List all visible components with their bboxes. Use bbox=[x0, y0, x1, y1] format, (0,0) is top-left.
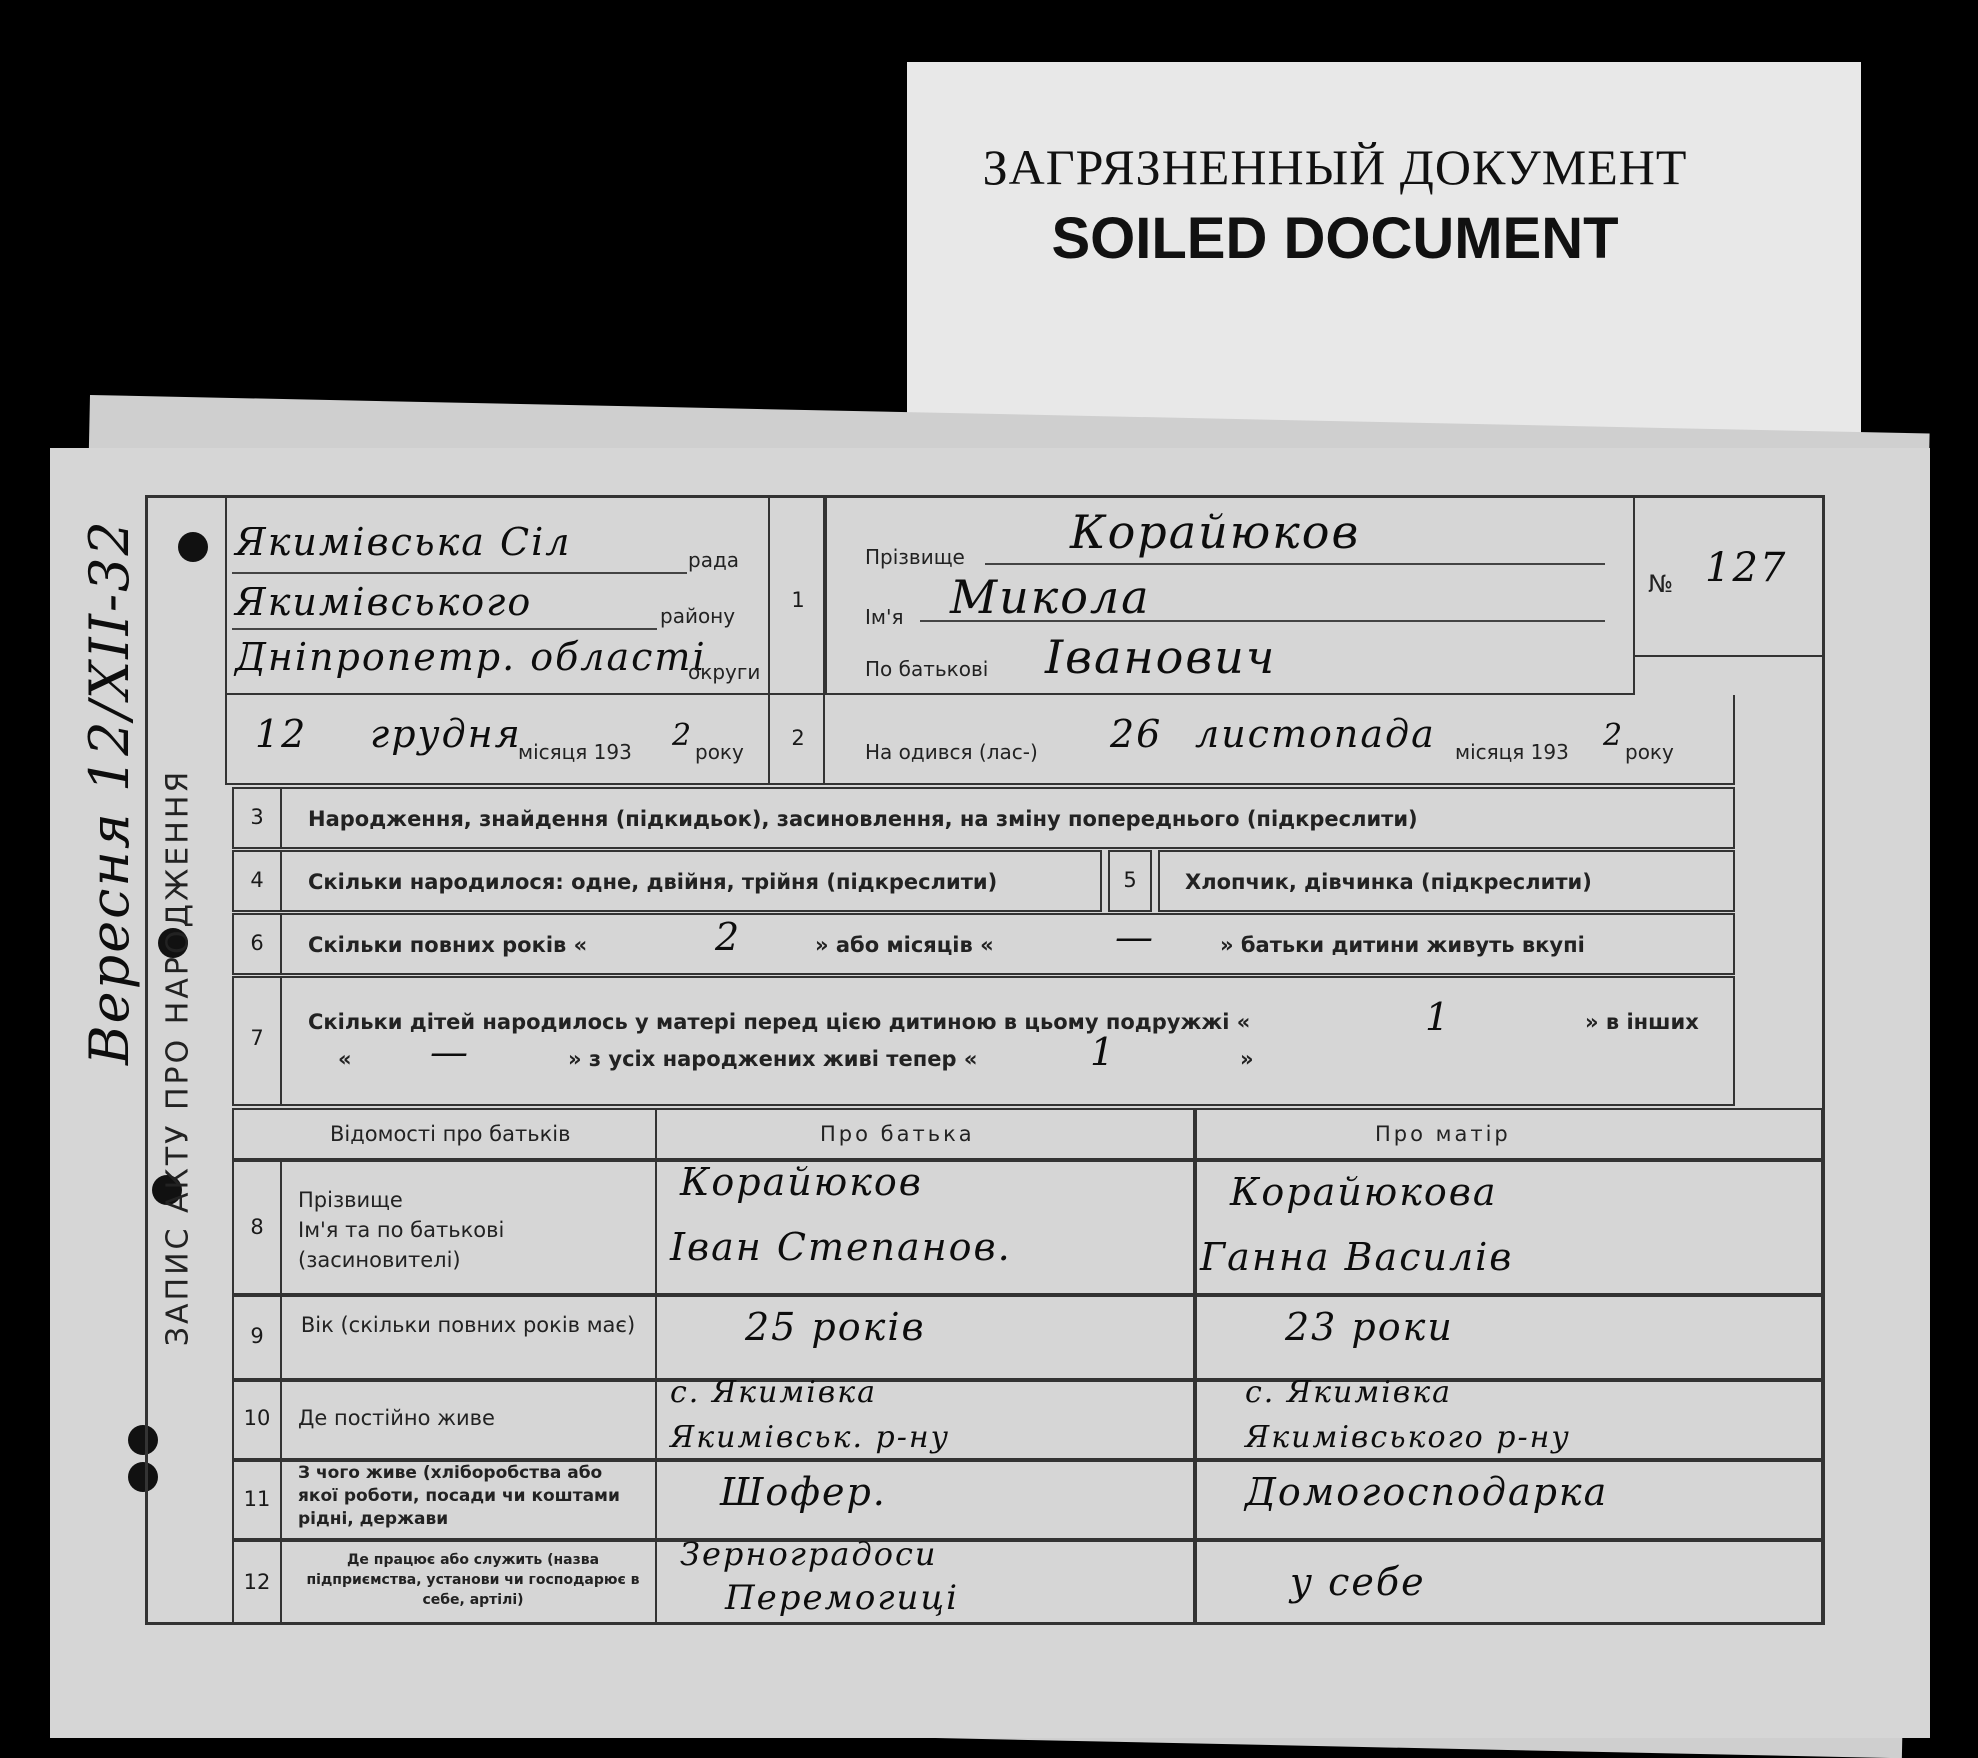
row-8-label: Прізвище Ім'я та по батькові (засиновителі) bbox=[298, 1188, 505, 1272]
children-alive: 1 bbox=[1090, 1030, 1117, 1074]
mother-age: 23 роки bbox=[1285, 1305, 1454, 1349]
surname-label: Прізвище bbox=[865, 545, 965, 569]
header-father: Про батька bbox=[820, 1122, 975, 1146]
child-patronymic: Іванович bbox=[1045, 630, 1277, 684]
row-6-label-a: Скільки повних років « bbox=[308, 933, 588, 957]
header-mother: Про матір bbox=[1375, 1122, 1511, 1146]
reg-month-label: місяця 193 bbox=[518, 740, 632, 764]
row-10-label: Де постійно живе bbox=[298, 1406, 495, 1430]
okruha-label: округи bbox=[688, 660, 761, 684]
name-label: Ім'я bbox=[865, 605, 904, 629]
patronymic-label: По батькові bbox=[865, 657, 989, 681]
row-7-line-1-end: » в інших bbox=[1585, 1010, 1699, 1034]
row-number: 2 bbox=[791, 726, 805, 750]
father-name: Іван Степанов. bbox=[670, 1225, 1012, 1269]
row-number: 7 bbox=[250, 1026, 264, 1050]
birth-year-label: року bbox=[1625, 740, 1674, 764]
row-number: 4 bbox=[250, 868, 264, 892]
mother-residence-1: с. Якимівка bbox=[1245, 1375, 1453, 1410]
raion-label: району bbox=[660, 604, 736, 628]
stamp-text-en: SOILED DOCUMENT bbox=[1051, 206, 1619, 271]
row-number: 5 bbox=[1123, 868, 1137, 892]
row-9-label: Вік (скільки повних років має) bbox=[300, 1313, 636, 1337]
reg-day: 12 bbox=[255, 712, 308, 756]
mother-occupation: Домогосподарка bbox=[1245, 1470, 1609, 1514]
row-6-label-b: » або місяців « bbox=[815, 933, 994, 957]
row-7-line-1: Скільки дітей народилось у матері перед цією дитиною в цьому подружжі « bbox=[308, 1010, 1251, 1034]
record-number-label: № bbox=[1648, 570, 1673, 598]
father-age: 25 років bbox=[745, 1305, 926, 1349]
side-title: ЗАПИС АКТУ ПРО НАРОДЖЕННЯ bbox=[160, 768, 196, 1347]
father-occupation: Шофер. bbox=[720, 1470, 887, 1514]
child-name: Микола bbox=[950, 570, 1151, 624]
row-7-line-2-b: » з усіх народжених живі тепер « bbox=[568, 1047, 978, 1071]
row-number: 9 bbox=[250, 1324, 264, 1348]
father-surname: Корайюков bbox=[680, 1160, 923, 1204]
row-7-line-2-c: » bbox=[1240, 1047, 1254, 1071]
reg-month: грудня bbox=[370, 712, 522, 756]
underline bbox=[232, 572, 687, 574]
underline bbox=[232, 628, 657, 630]
row-5-text: Хлопчик, дівчинка (підкреслити) bbox=[1185, 870, 1592, 894]
birth-label: На одився (лас-) bbox=[865, 740, 1038, 764]
father-residence-1: с. Якимівка bbox=[670, 1375, 878, 1410]
row-number: 11 bbox=[243, 1487, 271, 1511]
stamp-text-ru: ЗАГРЯЗНЕННЫЙ ДОКУМЕНТ bbox=[982, 139, 1688, 195]
reg-year-label: року bbox=[695, 740, 744, 764]
row-6-label-c: » батьки дитини живуть вкупі bbox=[1220, 933, 1585, 957]
row-number: 6 bbox=[250, 931, 264, 955]
birth-month-label: місяця 193 bbox=[1455, 740, 1569, 764]
children-other: — bbox=[430, 1030, 470, 1074]
rada-label: рада bbox=[688, 548, 740, 572]
row-7-line-2-a: « bbox=[338, 1047, 352, 1071]
child-surname: Корайюков bbox=[1070, 505, 1361, 559]
okruha-hand: Дніпропетр. області bbox=[235, 635, 707, 679]
rada-hand: Якимівська Сіл bbox=[235, 520, 572, 564]
children-in-marriage: 1 bbox=[1425, 995, 1452, 1039]
father-workplace-2: Перемогиці bbox=[725, 1578, 959, 1618]
record-number: 127 bbox=[1705, 545, 1788, 591]
underline bbox=[920, 620, 1605, 622]
header-label: Відомості про батьків bbox=[330, 1122, 571, 1146]
underline bbox=[985, 563, 1605, 565]
mother-workplace: у себе bbox=[1290, 1560, 1426, 1604]
row-7-cell bbox=[280, 976, 1735, 1106]
months-together: — bbox=[1115, 915, 1155, 959]
birth-month: листопада bbox=[1195, 712, 1436, 756]
row-number: 3 bbox=[250, 805, 264, 829]
row-4-text: Скільки народилося: одне, двійня, трійня (підкреслити) bbox=[308, 870, 998, 894]
mother-residence-2: Якимівського р-ну bbox=[1245, 1420, 1571, 1455]
row-number: 1 bbox=[791, 588, 805, 612]
father-residence-2: Якимівськ. р-ну bbox=[670, 1420, 951, 1455]
row-number: 8 bbox=[250, 1215, 264, 1239]
years-together: 2 bbox=[715, 915, 742, 959]
row-number: 10 bbox=[243, 1406, 271, 1430]
father-workplace-1: Зерноградоси bbox=[680, 1535, 938, 1573]
row-3-text: Народження, знайдення (підкидьок), засиновлення, на зміну попереднього (підкреслити) bbox=[308, 807, 1418, 831]
row-12-label: Де працює або служить (назва підприємства, установи чи господарює в себе, артілі) bbox=[306, 1552, 640, 1608]
birth-day: 26 bbox=[1110, 712, 1163, 756]
row-number: 12 bbox=[243, 1570, 271, 1594]
birth-year: 2 bbox=[1603, 718, 1625, 753]
reg-year: 2 bbox=[672, 718, 694, 753]
mother-name: Ганна Василів bbox=[1200, 1235, 1514, 1279]
row-11-label: З чого живе (хліборобства або якої роботи, посади чи коштами рідні, держави bbox=[298, 1463, 620, 1529]
mother-surname: Корайюкова bbox=[1230, 1170, 1498, 1214]
margin-note: Вересня 12/XII-32 bbox=[78, 519, 141, 1065]
raion-hand: Якимівського bbox=[235, 580, 533, 624]
